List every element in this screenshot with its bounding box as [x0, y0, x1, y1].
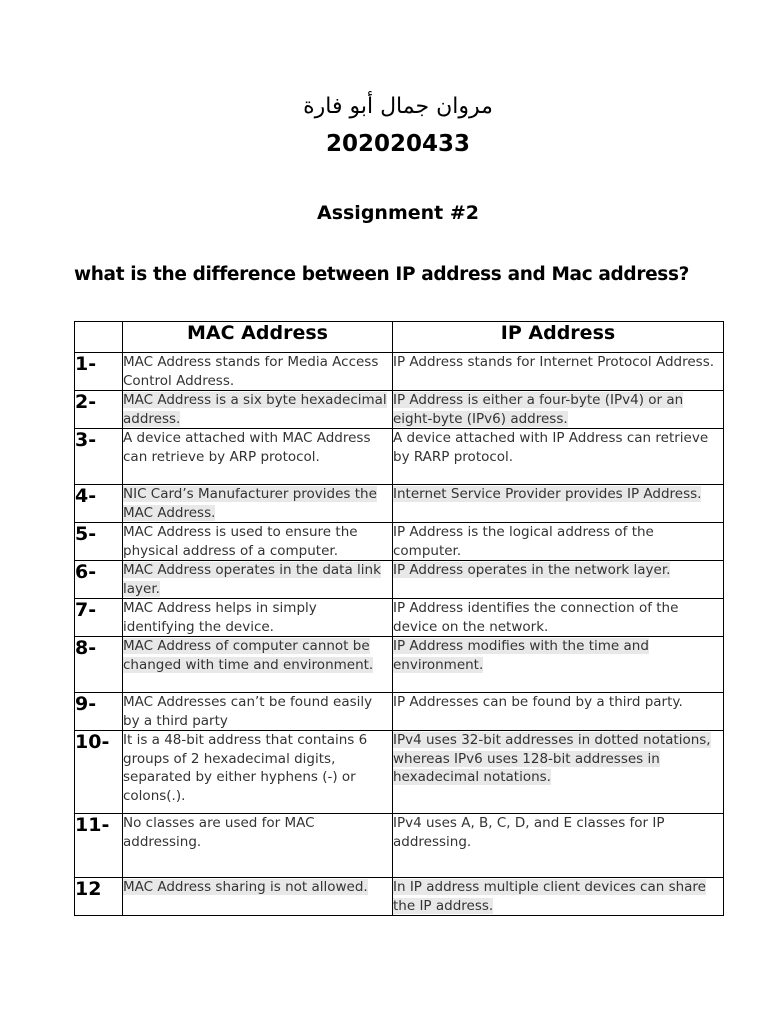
- ip-text: IP Address modifies with the time and environment.: [393, 638, 649, 673]
- table-row: [75, 693, 724, 731]
- table-row: [75, 561, 724, 599]
- column-header-mac: MAC Address: [123, 322, 393, 353]
- ip-text: IPv4 uses A, B, C, D, and E classes for IP addressing.: [393, 815, 665, 850]
- ip-text: IP Address is the logical address of the computer.: [393, 524, 654, 559]
- mac-text: MAC Address is a six byte hexadecimal address.: [123, 392, 387, 427]
- row-number: 7-: [75, 599, 123, 637]
- table-row: [75, 485, 724, 523]
- row-number: 5-: [75, 523, 123, 561]
- mac-text: MAC Address of computer cannot be changed with time and environment.: [123, 638, 374, 673]
- ip-cell: [393, 561, 724, 599]
- table-row: [75, 391, 724, 429]
- ip-text: IP Address identifies the connection of the device on the network.: [393, 600, 679, 635]
- mac-cell: [123, 731, 393, 814]
- column-header-number: [75, 322, 123, 353]
- mac-text: MAC Address is used to ensure the physical address of a computer.: [123, 524, 358, 559]
- mac-cell: [123, 693, 393, 731]
- mac-cell: [123, 878, 393, 916]
- ip-text: IP Address is either a four-byte (IPv4) or an eight-byte (IPv6) address.: [393, 392, 684, 427]
- ip-cell: [393, 523, 724, 561]
- ip-text: IP Addresses can be found by a third party.: [393, 694, 683, 710]
- assignment-title: Assignment #2: [316, 202, 479, 224]
- table-row: [75, 814, 724, 878]
- ip-cell: [393, 814, 724, 878]
- table-row: [75, 878, 724, 916]
- mac-cell: [123, 814, 393, 878]
- row-number: 2-: [75, 391, 123, 429]
- ip-cell: [393, 429, 724, 485]
- mac-text: MAC Address stands for Media Access Control Address.: [123, 354, 379, 389]
- mac-text: It is a 48-bit address that contains 6 groups of 2 hexadecimal digits, separated by either hyphens (-) or colons(.).: [123, 732, 368, 804]
- mac-cell: [123, 637, 393, 693]
- question-heading: what is the difference between IP address and Mac address?: [74, 264, 689, 285]
- mac-text: MAC Addresses can’t be found easily by a third party: [123, 694, 373, 729]
- mac-cell: [123, 485, 393, 523]
- mac-cell: [123, 561, 393, 599]
- student-id: 202020433: [325, 131, 471, 157]
- mac-cell: [123, 429, 393, 485]
- ip-cell: [393, 693, 724, 731]
- row-number: 8-: [75, 637, 123, 693]
- row-number: 11-: [75, 814, 123, 878]
- table-row: [75, 637, 724, 693]
- table-row: [75, 599, 724, 637]
- mac-text: A device attached with MAC Address can retrieve by ARP protocol.: [123, 430, 371, 465]
- table-row: [75, 523, 724, 561]
- mac-text: MAC Address sharing is not allowed.: [123, 879, 368, 895]
- mac-text: MAC Address helps in simply identifying the device.: [123, 600, 317, 635]
- row-number: 3-: [75, 429, 123, 485]
- ip-cell: [393, 391, 724, 429]
- ip-cell: [393, 731, 724, 814]
- ip-text: IPv4 uses 32-bit addresses in dotted notations, whereas IPv6 uses 128-bit addresses in hexadecimal notations.: [393, 732, 711, 785]
- mac-cell: [123, 599, 393, 637]
- ip-text: IP Address operates in the network layer.: [393, 562, 671, 578]
- mac-text: No classes are used for MAC addressing.: [123, 815, 315, 850]
- ip-text: In IP address multiple client devices can share the IP address.: [393, 879, 706, 914]
- ip-cell: [393, 485, 724, 523]
- column-header-ip: IP Address: [393, 322, 724, 353]
- ip-cell: [393, 878, 724, 916]
- table-row: [75, 429, 724, 485]
- table-header-row: [75, 322, 724, 353]
- row-number: 1-: [75, 353, 123, 391]
- row-number: 6-: [75, 561, 123, 599]
- mac-cell: [123, 353, 393, 391]
- row-number: 9-: [75, 693, 123, 731]
- ip-cell: [393, 353, 724, 391]
- ip-cell: [393, 599, 724, 637]
- mac-cell: [123, 523, 393, 561]
- row-number: 10-: [75, 731, 123, 814]
- student-name: مروان جمال أبو فارة: [303, 94, 493, 119]
- mac-text: NIC Card’s Manufacturer provides the MAC Address.: [123, 486, 377, 521]
- ip-text: A device attached with IP Address can retrieve by RARP protocol.: [393, 430, 709, 465]
- table-row: [75, 731, 724, 814]
- table-row: [75, 353, 724, 391]
- row-number: 4-: [75, 485, 123, 523]
- ip-cell: [393, 637, 724, 693]
- row-number: 12: [75, 878, 123, 916]
- ip-text: IP Address stands for Internet Protocol Address.: [393, 354, 715, 370]
- mac-cell: [123, 391, 393, 429]
- mac-text: MAC Address operates in the data link layer.: [123, 562, 381, 597]
- ip-text: Internet Service Provider provides IP Address.: [393, 486, 702, 502]
- comparison-table: [74, 321, 724, 916]
